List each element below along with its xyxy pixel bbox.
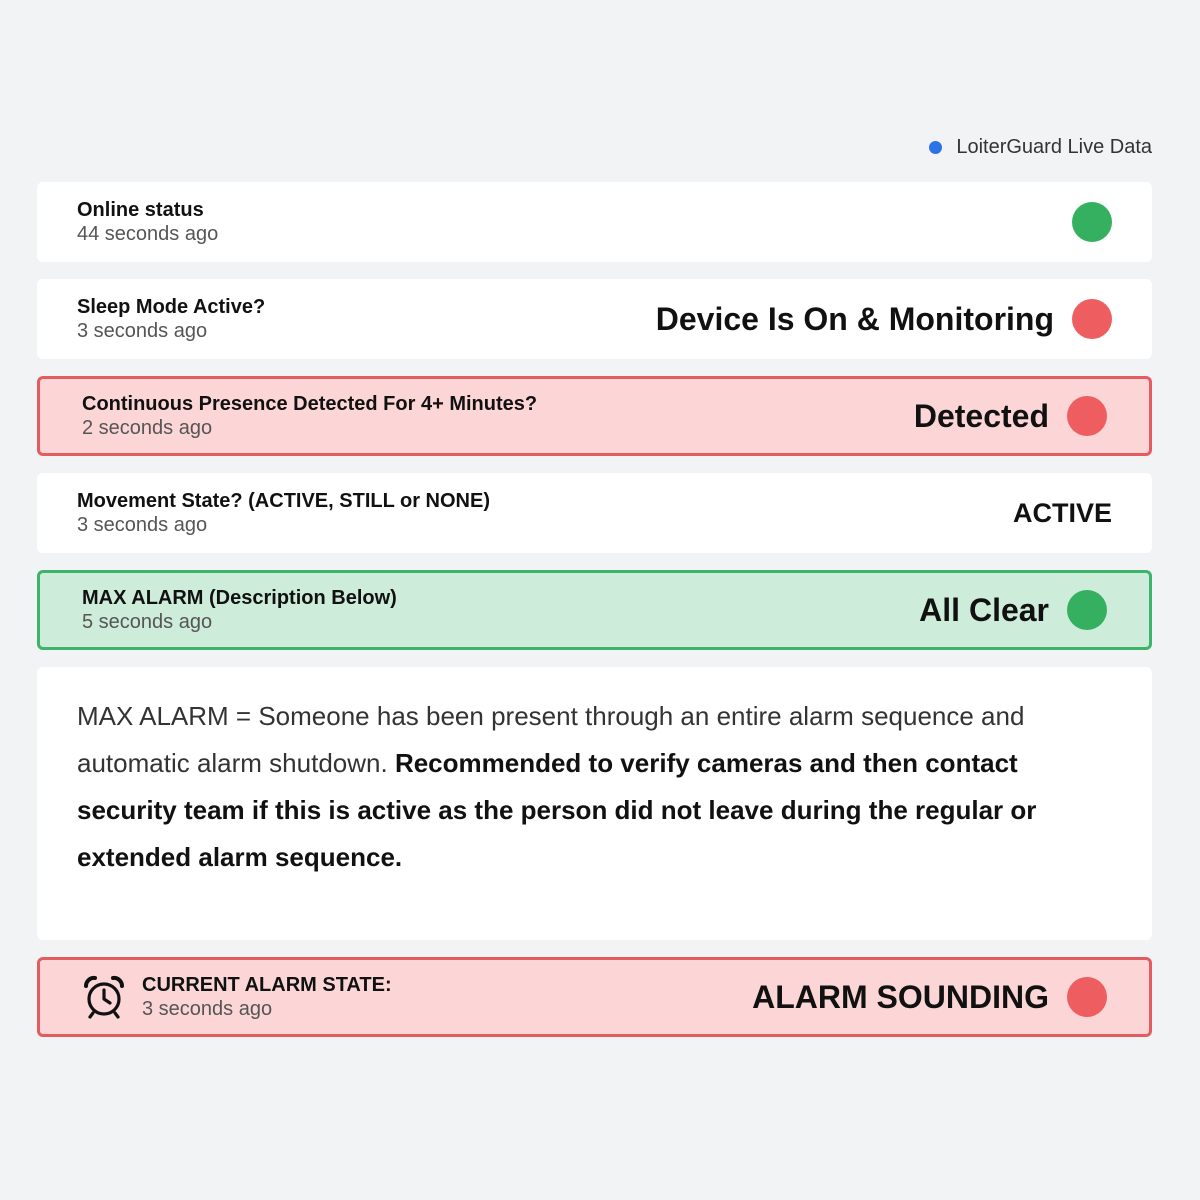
movement-state-card bbox=[37, 473, 1152, 553]
description-recommendation: Recommended to verify cameras and then contact security team if this is active as the person did not leave during the regular or extended alarm sequence. bbox=[77, 748, 1037, 872]
sleep-mode-indicator bbox=[1072, 299, 1112, 339]
alarm-state-time: 3 seconds ago bbox=[142, 998, 273, 1020]
max-alarm-status: All Clear bbox=[919, 591, 1049, 628]
sleep-mode-card bbox=[37, 279, 1152, 359]
live-data-indicator bbox=[929, 136, 1152, 159]
movement-state-title: Movement State? (ACTIVE, STILL or NONE) bbox=[77, 490, 490, 512]
max-alarm-indicator bbox=[1067, 590, 1107, 630]
description-text: MAX ALARM = Someone has been present through an entire alarm sequence and automatic alarm shutdown. bbox=[77, 701, 1025, 778]
alarm-state-indicator bbox=[1067, 977, 1107, 1017]
presence-detected-status: Detected bbox=[913, 397, 1049, 434]
sleep-mode-time: 3 seconds ago bbox=[77, 320, 208, 342]
online-status-time: 44 seconds ago bbox=[77, 223, 219, 245]
sleep-mode-status: Device Is On & Monitoring bbox=[655, 300, 1054, 337]
max-alarm-title: MAX ALARM (Description Below) bbox=[82, 587, 397, 609]
online-status-indicator bbox=[1072, 202, 1112, 242]
online-status-title: Online status bbox=[77, 199, 204, 221]
alarm-state-status: ALARM SOUNDING bbox=[752, 978, 1049, 1015]
max-alarm-card bbox=[37, 570, 1152, 650]
online-status-card bbox=[37, 182, 1152, 262]
max-alarm-description bbox=[37, 667, 1152, 940]
movement-state-time: 3 seconds ago bbox=[77, 514, 208, 536]
alarm-clock-icon bbox=[82, 975, 126, 1019]
presence-detected-time: 2 seconds ago bbox=[82, 417, 213, 439]
alarm-state-title: CURRENT ALARM STATE: bbox=[142, 974, 392, 996]
presence-detected-title: Continuous Presence Detected For 4+ Minutes? bbox=[82, 393, 538, 415]
movement-state-value: ACTIVE bbox=[1012, 497, 1112, 528]
presence-detected-indicator bbox=[1067, 396, 1107, 436]
max-alarm-time: 5 seconds ago bbox=[82, 611, 213, 633]
sleep-mode-title: Sleep Mode Active? bbox=[77, 296, 266, 318]
live-data-label: LoiterGuard Live Data bbox=[956, 136, 1152, 158]
live-status-dot bbox=[929, 141, 942, 154]
current-alarm-state-card bbox=[37, 957, 1152, 1037]
presence-detected-card bbox=[37, 376, 1152, 456]
